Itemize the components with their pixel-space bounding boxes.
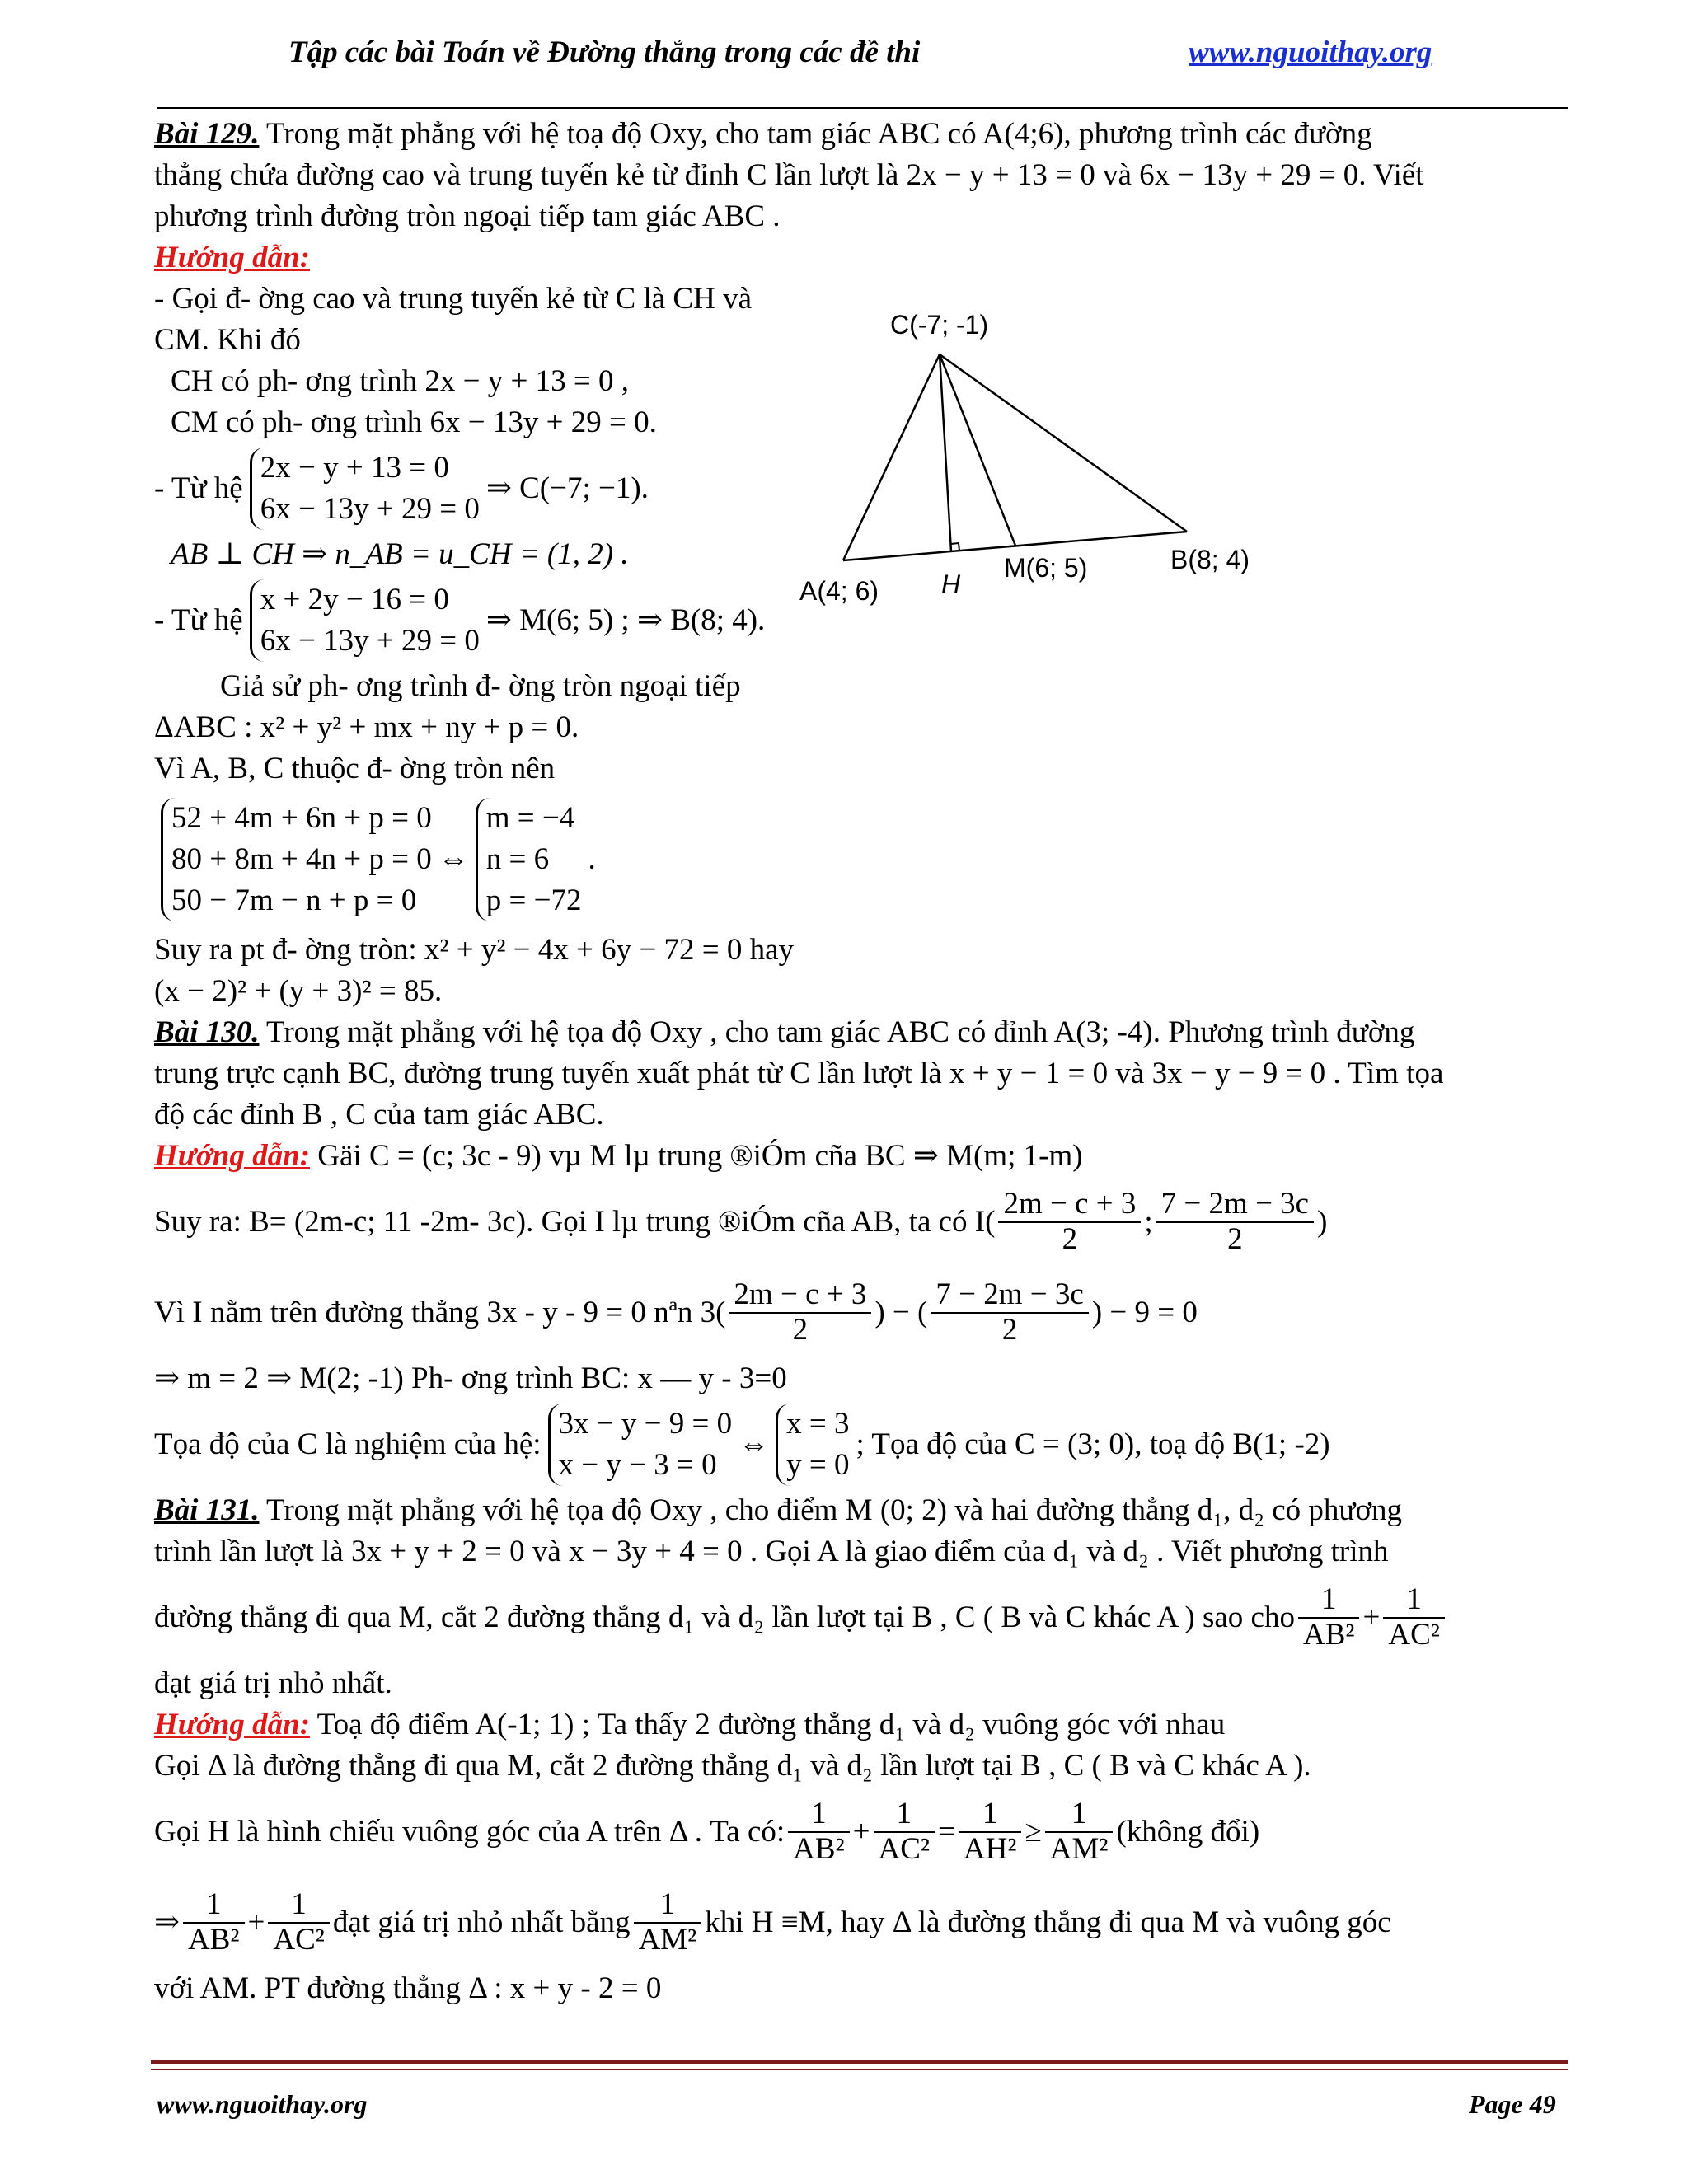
b129-step13: (x − 2)² + (y + 3)² = 85. bbox=[154, 974, 443, 1008]
fraction: $\frac{7 - 2m - 3c}{2}$ bbox=[931, 1278, 1088, 1347]
footer-divider-thick bbox=[151, 2060, 1568, 2064]
b129-step6: AB ⊥ CH ⇒ n_AB = u_CH = (1, 2) . bbox=[171, 537, 629, 571]
fraction: $\frac{1}{\text{AH²}}$ bbox=[959, 1797, 1022, 1866]
label-c: C(-7; -1) bbox=[890, 310, 989, 340]
fraction: $\frac{1}{\text{AC²}}$ bbox=[268, 1888, 330, 1957]
b130-step4: ⇒ m = 2 ⇒ M(2; -1) Ph- ơng trình BC: x — y - 3=0 bbox=[154, 1361, 787, 1395]
b129-line3: phương trình đường tròn ngoại tiếp tam giác ABC . bbox=[154, 199, 781, 233]
equation-system: 52 + 4m + 6n + p = 0 80 + 8m + 4n + p = 0 50 − 7m − n + p = 0 bbox=[161, 798, 432, 921]
b129-step10: Vì A, B, C thuộc đ- ờng tròn nên bbox=[154, 752, 556, 785]
b131-line3: đường thẳng đi qua M, cắt 2 đường thẳng d₁ và d₂ lần lượt tại B , C ( B và C khác A ) sao cho $\frac{1}{\text{AB²}}$ + $\frac{1}{\text{AC²}}$ bbox=[154, 1572, 1572, 1663]
b130-guide: Hướng dẫn: Gäi C = (c; 3c - 9) vµ M lµ trung ®iÓm cña BC ⇒ M(m; 1-m) bbox=[154, 1139, 1083, 1173]
footer-website-link[interactable]: www.nguoithay.org bbox=[157, 2089, 368, 2119]
b130-step3: Vì I nằm trên đường thẳng 3x - y - 9 = 0 nªn 3( $\frac{2m - c + 3}{2}$ ) − ( $\frac{7 - 2m - 3c}{2}$ ) − 9 = 0 bbox=[154, 1277, 1198, 1347]
label-b: B(8; 4) bbox=[1170, 545, 1250, 574]
b131-step5: với AM. PT đường thẳng Δ : x + y - 2 = 0 bbox=[154, 1971, 662, 2005]
b129-step3: CH có ph- ơng trình 2x − y + 13 = 0 , bbox=[171, 364, 629, 398]
b131-guide: Hướng dẫn: Toạ độ điểm A(-1; 1) ; Ta thấy 2 đường thẳng d₁ và d₂ vuông góc với nhau bbox=[154, 1708, 1226, 1741]
b129-title: Bài 129. bbox=[154, 117, 260, 151]
fraction: $\frac{1}{\text{AB²}}$ bbox=[183, 1888, 245, 1957]
equation-system: 2x − y + 13 = 0 6x − 13y + 29 = 0 bbox=[250, 448, 480, 530]
fraction: $\frac{1}{\text{AB²}}$ bbox=[788, 1797, 850, 1866]
b129-step1: - Gọi đ- ờng cao và trung tuyến kẻ từ C là CH và bbox=[154, 282, 752, 316]
b130-step5: Tọa độ của C là nghiệm của hệ: 3x − y − 9 = 0 x − y − 3 = 0 ⇔ x = 3 y = 0 ; Tọa độ của C = (3; 0), toạ độ B(1; -2) bbox=[154, 1399, 1572, 1490]
b131-line2: trình lần lượt là 3x + y + 2 = 0 và x − 3y + 4 = 0 . Gọi A là giao điểm của d₁ và d₂ . Viết phương trình bbox=[154, 1535, 1389, 1568]
b131-line1: Bài 131. Trong mặt phẳng với hệ tọa độ Oxy , cho điểm M (0; 2) và hai đường thẳng d₁, d₂ có phương bbox=[154, 1493, 1403, 1527]
label-m: M(6; 5) bbox=[1004, 553, 1088, 583]
fraction: $\frac{1}{\text{AM²}}$ bbox=[634, 1888, 702, 1957]
equation-system: x + 2y − 16 = 0 6x − 13y + 29 = 0 bbox=[250, 579, 480, 662]
b129-step8: Giả sử ph- ơng trình đ- ờng tròn ngoại tiếp bbox=[220, 669, 741, 703]
b129-step4: CM có ph- ơng trình 6x − 13y + 29 = 0. bbox=[171, 405, 657, 439]
footer-divider-thin bbox=[151, 2069, 1568, 2070]
b129-step2: CM. Khi đó bbox=[154, 323, 301, 357]
solution-system: m = −4 n = 6 p = −72 bbox=[476, 798, 582, 921]
b131-title: Bài 131. bbox=[154, 1493, 260, 1527]
b130-title: Bài 130. bbox=[154, 1015, 260, 1049]
b129-step9: ΔABC : x² + y² + mx + ny + p = 0. bbox=[154, 710, 579, 744]
equation-system: 3x − y − 9 = 0 x − y − 3 = 0 bbox=[548, 1404, 733, 1486]
b130-line1: Bài 130. Trong mặt phẳng với hệ tọa độ Oxy , cho tam giác ABC có đỉnh A(3; -4). Phương trình đường bbox=[154, 1015, 1415, 1049]
page-content bbox=[154, 114, 1572, 2009]
header-title: Tập các bài Toán về Đường thẳng trong các đề thi bbox=[288, 35, 921, 69]
b129-step12: Suy ra pt đ- ờng tròn: x² + y² − 4x + 6y − 72 = 0 hay bbox=[154, 933, 795, 967]
b131-step3: Gọi H là hình chiếu vuông góc của A trên Δ . Ta có: $\frac{1}{\text{AB²}}$ + $\frac{1}{\text{AC²}}$ = $\frac{1}{\text{AH²}}$ ≥ $\frac{1}{\text{AM²}}$ (không đổi) bbox=[154, 1797, 1260, 1866]
fraction: $\frac{2m - c + 3}{2}$ bbox=[998, 1188, 1141, 1256]
b131-line4: đạt giá trị nhỏ nhất. bbox=[154, 1666, 392, 1700]
label-a: A(4; 6) bbox=[799, 576, 879, 606]
b129-line2: thẳng chứa đường cao và trung tuyến kẻ từ đỉnh C lần lượt là 2x − y + 13 = 0 và 6x − 13y + 29 = 0. Viết bbox=[154, 158, 1424, 192]
b131-step4: ⇒ $\frac{1}{\text{AB²}}$ + $\frac{1}{\text{AC²}}$ đạt giá trị nhỏ nhất bằng $\frac{1}{\text{AM²}}$ khi H ≡M, hay Δ là đường thẳng đi qua M và vuông góc bbox=[154, 1887, 1391, 1957]
fraction: $\frac{1}{\text{AB²}}$ bbox=[1298, 1583, 1360, 1652]
header-website-link[interactable]: www.nguoithay.org bbox=[1189, 35, 1432, 69]
solution-system: x = 3 y = 0 bbox=[776, 1404, 849, 1486]
header-divider bbox=[157, 107, 1568, 109]
page-number: Page 49 bbox=[1469, 2089, 1556, 2119]
b130-line2: trung trực cạnh BC, đường trung tuyến xuất phát từ C lần lượt là x + y − 1 = 0 và 3x − y − 9 = 0 . Tìm tọa bbox=[154, 1057, 1444, 1090]
b129-system3: 52 + 4m + 6n + p = 0 80 + 8m + 4n + p = 0 50 − 7m − n + p = 0 ⇔ m = −4 n = 6 p = −72 . bbox=[154, 790, 1572, 930]
label-h: H bbox=[941, 569, 961, 599]
fraction: $\frac{7 - 2m - 3c}{2}$ bbox=[1156, 1188, 1314, 1256]
b129-line1: Bài 129. Trong mặt phẳng với hệ toạ độ Oxy, cho tam giác ABC có A(4;6), phương trình các đường bbox=[154, 117, 1372, 151]
b129-system1: - Từ hệ 2x − y + 13 = 0 6x − 13y + 29 = 0 ⇒ C(−7; −1). bbox=[154, 443, 1572, 534]
b129-system2: - Từ hệ x + 2y − 16 = 0 6x − 13y + 29 = 0 ⇒ M(6; 5) ; ⇒ B(8; 4). bbox=[154, 575, 1572, 666]
b129-guide-heading: Hướng dẫn: bbox=[154, 241, 311, 274]
fraction: $\frac{2m - c + 3}{2}$ bbox=[729, 1278, 871, 1347]
b131-step2: Gọi Δ là đường thẳng đi qua M, cắt 2 đường thẳng d₁ và d₂ lần lượt tại B , C ( B và C khác A ). bbox=[154, 1749, 1311, 1783]
fraction: $\frac{1}{\text{AC²}}$ bbox=[874, 1797, 935, 1866]
b130-line3: độ các đỉnh B , C của tam giác ABC. bbox=[154, 1098, 604, 1132]
b130-step2: Suy ra: B= (2m-c; 11 -2m- 3c). Gọi I lµ trung ®iÓm cña AB, ta có I( $\frac{2m - c + 3}{2}$ ; $\frac{7 - 2m - 3c}{2}$ ) bbox=[154, 1187, 1328, 1256]
fraction: $\frac{1}{\text{AC²}}$ bbox=[1383, 1583, 1445, 1652]
fraction: $\frac{1}{\text{AM²}}$ bbox=[1045, 1797, 1114, 1866]
